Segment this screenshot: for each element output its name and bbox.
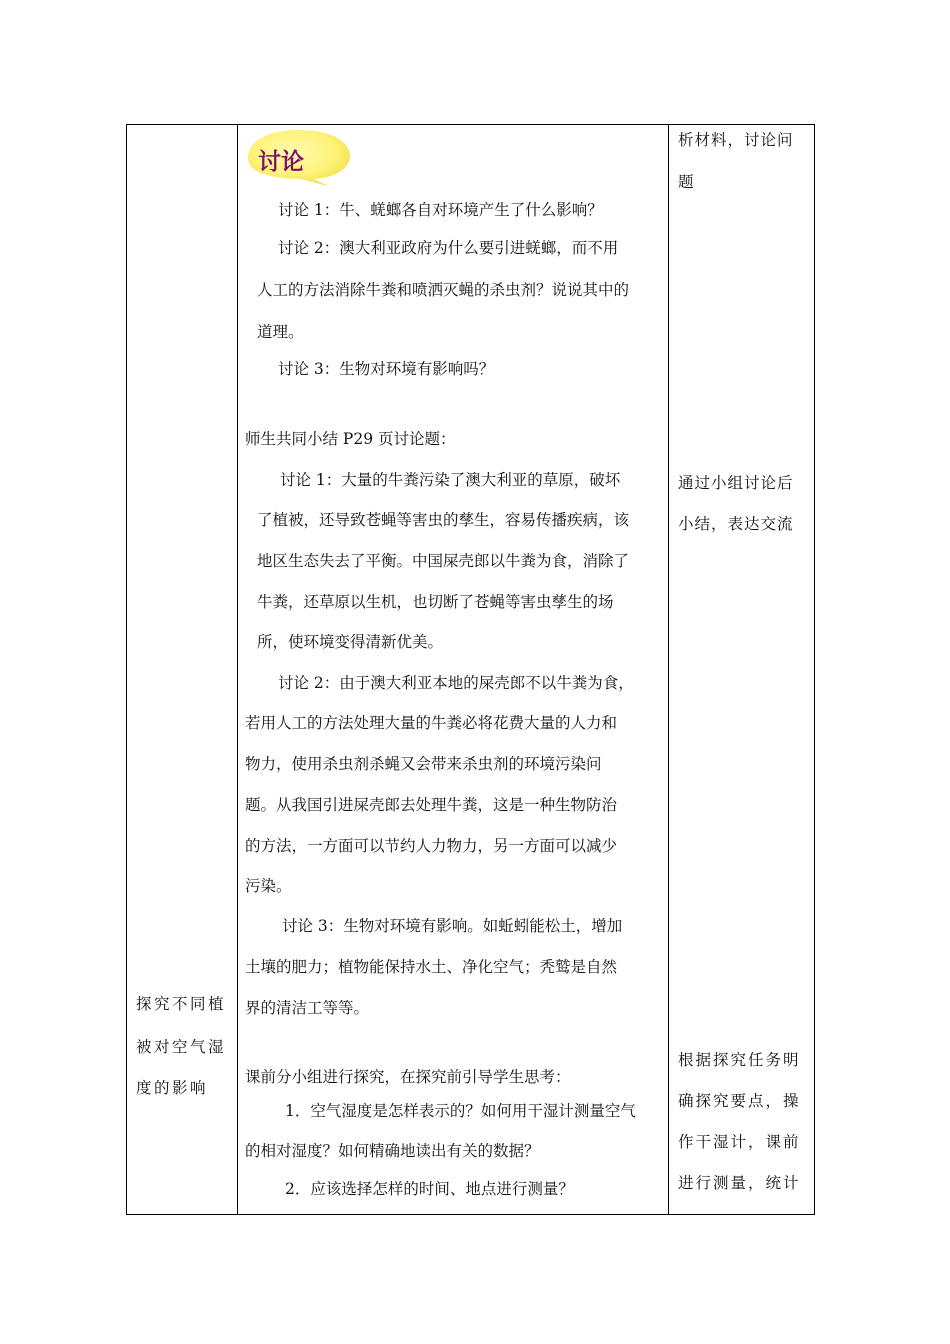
text-line: 地区生态失去了平衡。中国屎壳郎以牛粪为食，消除了 bbox=[257, 552, 630, 570]
student-activity-line: 通过小组讨论后 bbox=[678, 474, 794, 492]
discussion-title: 讨论 bbox=[258, 149, 304, 175]
text-line: 了植被，还导致苍蝇等害虫的孳生，容易传播疾病，该 bbox=[257, 511, 630, 529]
text-line: 界的清洁工等等。 bbox=[245, 999, 370, 1017]
text-line: 牛粪，还草原以生机，也切断了苍蝇等害虫孳生的场 bbox=[257, 593, 614, 611]
text-line: 道理。 bbox=[257, 323, 304, 341]
text-line: 讨论 1：大量的牛粪污染了澳大利亚的草原，破坏 bbox=[280, 471, 621, 489]
text-line: 讨论 1：牛、蜣螂各自对环境产生了什么影响？ bbox=[278, 201, 603, 219]
text-line: 的方法，一方面可以节约人力物力，另一方面可以减少 bbox=[245, 837, 618, 855]
student-activity-line: 题 bbox=[678, 173, 694, 191]
text-line: 讨论 2：由于澳大利亚本地的屎壳郎不以牛粪为食， bbox=[278, 674, 634, 692]
text-line: 土壤的肥力；植物能保持水土、净化空气；秃鹫是自然 bbox=[245, 958, 618, 976]
student-activity-line: 作干湿计，课前 bbox=[678, 1133, 801, 1151]
summary-heading: 师生共同小结 P29 页讨论题： bbox=[245, 430, 456, 448]
column-divider bbox=[237, 125, 238, 1214]
text-line: 1．空气湿度是怎样表示的？如何用干湿计测量空气 bbox=[285, 1102, 636, 1120]
text-line: 2．应该选择怎样的时间、地点进行测量？ bbox=[285, 1180, 574, 1198]
student-activity-line: 进行测量，统计 bbox=[678, 1174, 801, 1192]
text-line: 污染。 bbox=[245, 877, 292, 895]
student-activity-line: 析材料，讨论问 bbox=[678, 131, 794, 149]
activity-line: 度的影响 bbox=[136, 1079, 209, 1097]
text-line: 讨论 2：澳大利亚政府为什么要引进蜣螂，而不用 bbox=[278, 239, 619, 257]
text-line: 物力，使用杀虫剂杀蝇又会带来杀虫剂的环境污染问 bbox=[245, 755, 602, 773]
student-activity-line: 根据探究任务明 bbox=[678, 1051, 801, 1069]
student-activity-line: 小结，表达交流 bbox=[678, 515, 794, 533]
text-line: 的相对湿度？如何精确地读出有关的数据？ bbox=[245, 1142, 540, 1160]
text-line: 所，使环境变得清新优美。 bbox=[257, 633, 444, 651]
text-line: 题。从我国引进屎壳郎去处理牛粪，这是一种生物防治 bbox=[245, 796, 618, 814]
activity-line: 被对空气湿 bbox=[136, 1038, 227, 1056]
text-line: 若用人工的方法处理大量的牛粪必将花费大量的人力和 bbox=[245, 714, 618, 732]
text-line: 课前分小组进行探究，在探究前引导学生思考： bbox=[245, 1068, 571, 1086]
text-line: 讨论 3：生物对环境有影响吗？ bbox=[278, 360, 495, 378]
activity-line: 探究不同植 bbox=[136, 995, 227, 1013]
text-line: 人工的方法消除牛粪和喷洒灭蝇的杀虫剂？说说其中的 bbox=[257, 281, 630, 299]
column-divider bbox=[668, 125, 669, 1214]
student-activity-line: 确探究要点，操 bbox=[678, 1092, 801, 1110]
text-line: 讨论 3：生物对环境有影响。如蚯蚓能松土，增加 bbox=[282, 917, 623, 935]
